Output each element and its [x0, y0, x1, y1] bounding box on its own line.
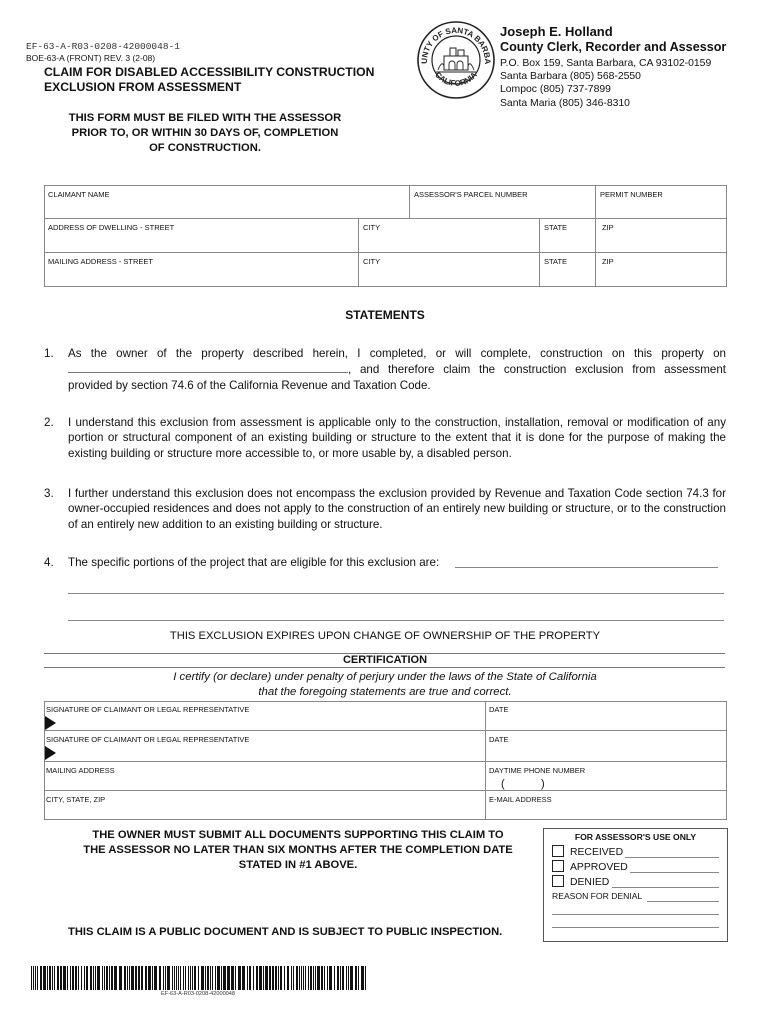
claimant-name-field[interactable]: CLAIMANT NAME: [48, 190, 110, 199]
statement-4: [44, 555, 726, 570]
dwelling-city-field[interactable]: CITY: [363, 223, 381, 232]
reason-for-denial-input[interactable]: [647, 901, 719, 902]
filing-notice-line3: OF CONSTRUCTION.: [149, 142, 261, 154]
certification-heading: CERTIFICATION: [342, 654, 428, 666]
sign-here-arrow-icon: [45, 716, 56, 730]
statement-2: [44, 415, 726, 461]
barcode-text: EF-63-A-R03-0208-42000048: [161, 991, 236, 997]
barcode: [31, 966, 367, 990]
phone-area-open: (: [501, 778, 505, 790]
statement-2-number: 2.: [44, 416, 54, 429]
office-contact: [500, 57, 711, 110]
sign-here-arrow-icon: [45, 746, 56, 760]
denied-checkbox[interactable]: [552, 875, 564, 887]
date-field-2[interactable]: DATE: [489, 735, 509, 744]
barcode-icon: [31, 966, 367, 990]
certification-statement: [0, 670, 770, 699]
filing-notice: [40, 111, 370, 156]
county-seal-icon: [416, 20, 496, 100]
statement-1-line3: provided by section 74.6 of the California Revenue and Taxation Code.: [68, 378, 431, 392]
completion-date-input[interactable]: [68, 361, 348, 373]
svg-text:CALIFORNIA: [433, 70, 479, 88]
public-document-notice: THIS CLAIM IS A PUBLIC DOCUMENT AND IS SUBJECT TO PUBLIC INSPECTION.: [68, 926, 503, 938]
office-phone-lompoc: Lompoc (805) 737-7899: [500, 84, 611, 96]
owner-notice-line2: THE ASSESSOR NO LATER THAN SIX MONTHS AFTER THE COMPLETION DATE: [83, 844, 513, 856]
statements-heading: STATEMENTS: [345, 308, 425, 322]
statement-1-number: 1.: [44, 347, 54, 360]
seal-bottom-text: CALIFORNIA: [433, 70, 479, 89]
dwelling-zip-field[interactable]: ZIP: [602, 223, 614, 232]
date-field-1[interactable]: DATE: [489, 705, 509, 714]
denied-option[interactable]: [552, 875, 609, 888]
mailing-city-field[interactable]: CITY: [363, 257, 381, 266]
denied-label: DENIED: [570, 877, 610, 888]
owner-notice-line1: THE OWNER MUST SUBMIT ALL DOCUMENTS SUPPORTING THIS CLAIM TO: [92, 829, 504, 841]
owner-notice-line3: STATED IN #1 ABOVE.: [238, 859, 358, 871]
mailing-state-field[interactable]: STATE: [544, 257, 568, 266]
approved-label: APPROVED: [570, 862, 628, 873]
approved-option[interactable]: [552, 860, 628, 873]
form-revision: BOE-63-A (FRONT) REV. 3 (2-08): [26, 53, 156, 63]
office-address: P.O. Box 159, Santa Barbara, CA 93102-0159: [500, 58, 712, 69]
claimant-info-table: [44, 185, 727, 287]
filing-notice-line2: PRIOR TO, OR WITHIN 30 DAYS OF, COMPLETION: [71, 127, 339, 139]
daytime-phone-field[interactable]: DAYTIME PHONE NUMBER: [489, 766, 586, 775]
signature-field-1-label: SIGNATURE OF CLAIMANT OR LEGAL REPRESENTATIVE: [46, 705, 250, 714]
signature-field-2[interactable]: [60, 744, 480, 758]
statement-1-line2: , and therefore claim the construction exclusion from assessment: [348, 363, 726, 377]
eligible-portions-input-1[interactable]: [455, 567, 718, 568]
permit-number-field[interactable]: PERMIT NUMBER: [600, 190, 663, 199]
received-label: RECEIVED: [570, 847, 624, 858]
statement-1-line1: As the owner of the property described herein, I completed, or will complete, construction on this property on: [68, 347, 726, 360]
statement-4-text: The specific portions of the project that are eligible for this exclusion are:: [68, 556, 440, 569]
received-option[interactable]: [552, 845, 623, 858]
owner-notice: [44, 828, 552, 873]
signature-field-2-label: SIGNATURE OF CLAIMANT OR LEGAL REPRESENTATIVE: [46, 735, 250, 744]
statement-2-text: I understand this exclusion from assessment is applicable only to the construction, installation, removal or modification of any portion or structural component of an existing building or structure to the extent that it is done for the purpose of making the existing building or structure more accessible to, or more usable by, a disabled person.: [68, 416, 726, 460]
svg-text:COUNTY OF SANTA BARBARA: [416, 20, 492, 65]
clerk-name: Joseph E. Holland: [500, 24, 613, 39]
certification-line2: that the foregoing statements are true and correct.: [258, 685, 512, 698]
clerk-title: County Clerk, Recorder and Assessor: [500, 40, 727, 54]
statement-3: [44, 486, 726, 532]
statement-3-number: 3.: [44, 487, 54, 500]
mailing-address-cert-field[interactable]: MAILING ADDRESS: [46, 766, 115, 775]
eligible-portions-input-2[interactable]: [68, 593, 724, 594]
seal-top-text: UNTY OF SANTA BARBA: [419, 25, 493, 65]
received-checkbox[interactable]: [552, 845, 564, 857]
filing-notice-line1: THIS FORM MUST BE FILED WITH THE ASSESSOR: [68, 112, 342, 124]
parcel-number-field[interactable]: ASSESSOR'S PARCEL NUMBER: [414, 190, 528, 199]
office-phone-santa-maria: Santa Maria (805) 346-8310: [500, 97, 630, 109]
expiry-notice: THIS EXCLUSION EXPIRES UPON CHANGE OF OWNERSHIP OF THE PROPERTY: [169, 630, 601, 642]
approved-checkbox[interactable]: [552, 860, 564, 872]
reason-for-denial-label: REASON FOR DENIAL: [552, 891, 643, 901]
form-code: EF-63-A-R03-0208-42000048-1: [26, 41, 180, 52]
dwelling-state-field[interactable]: STATE: [544, 223, 568, 232]
dwelling-address-field[interactable]: ADDRESS OF DWELLING - STREET: [48, 223, 175, 232]
email-field[interactable]: E-MAIL ADDRESS: [489, 795, 552, 804]
assessor-use-heading: FOR ASSESSOR'S USE ONLY: [574, 832, 697, 842]
form-title-line1: CLAIM FOR DISABLED ACCESSIBILITY CONSTRUCTION: [44, 65, 375, 79]
eligible-portions-input-3[interactable]: [68, 620, 724, 621]
city-state-zip-field[interactable]: CITY, STATE, ZIP: [46, 795, 106, 804]
statement-4-number: 4.: [44, 556, 54, 569]
phone-area-close: ): [541, 778, 545, 790]
form-title-line2: EXCLUSION FROM ASSESSMENT: [44, 80, 242, 94]
signature-field-1[interactable]: [60, 714, 480, 728]
office-phone-santa-barbara: Santa Barbara (805) 568-2550: [500, 71, 641, 83]
statement-3-text: I further understand this exclusion does not encompass the exclusion provided by Revenue and Taxation Code section 74.3 for owner-occupied residences and does not apply to the construction of an entirely new building or structure, or to the construction of an entirely new addition to an existing building or structure.: [68, 487, 726, 531]
statement-1: [44, 346, 726, 393]
county-seal: [416, 20, 496, 100]
certification-line1: I certify (or declare) under penalty of perjury under the laws of the State of California: [173, 671, 597, 683]
mailing-zip-field[interactable]: ZIP: [602, 257, 614, 266]
mailing-address-field[interactable]: MAILING ADDRESS - STREET: [48, 257, 154, 266]
